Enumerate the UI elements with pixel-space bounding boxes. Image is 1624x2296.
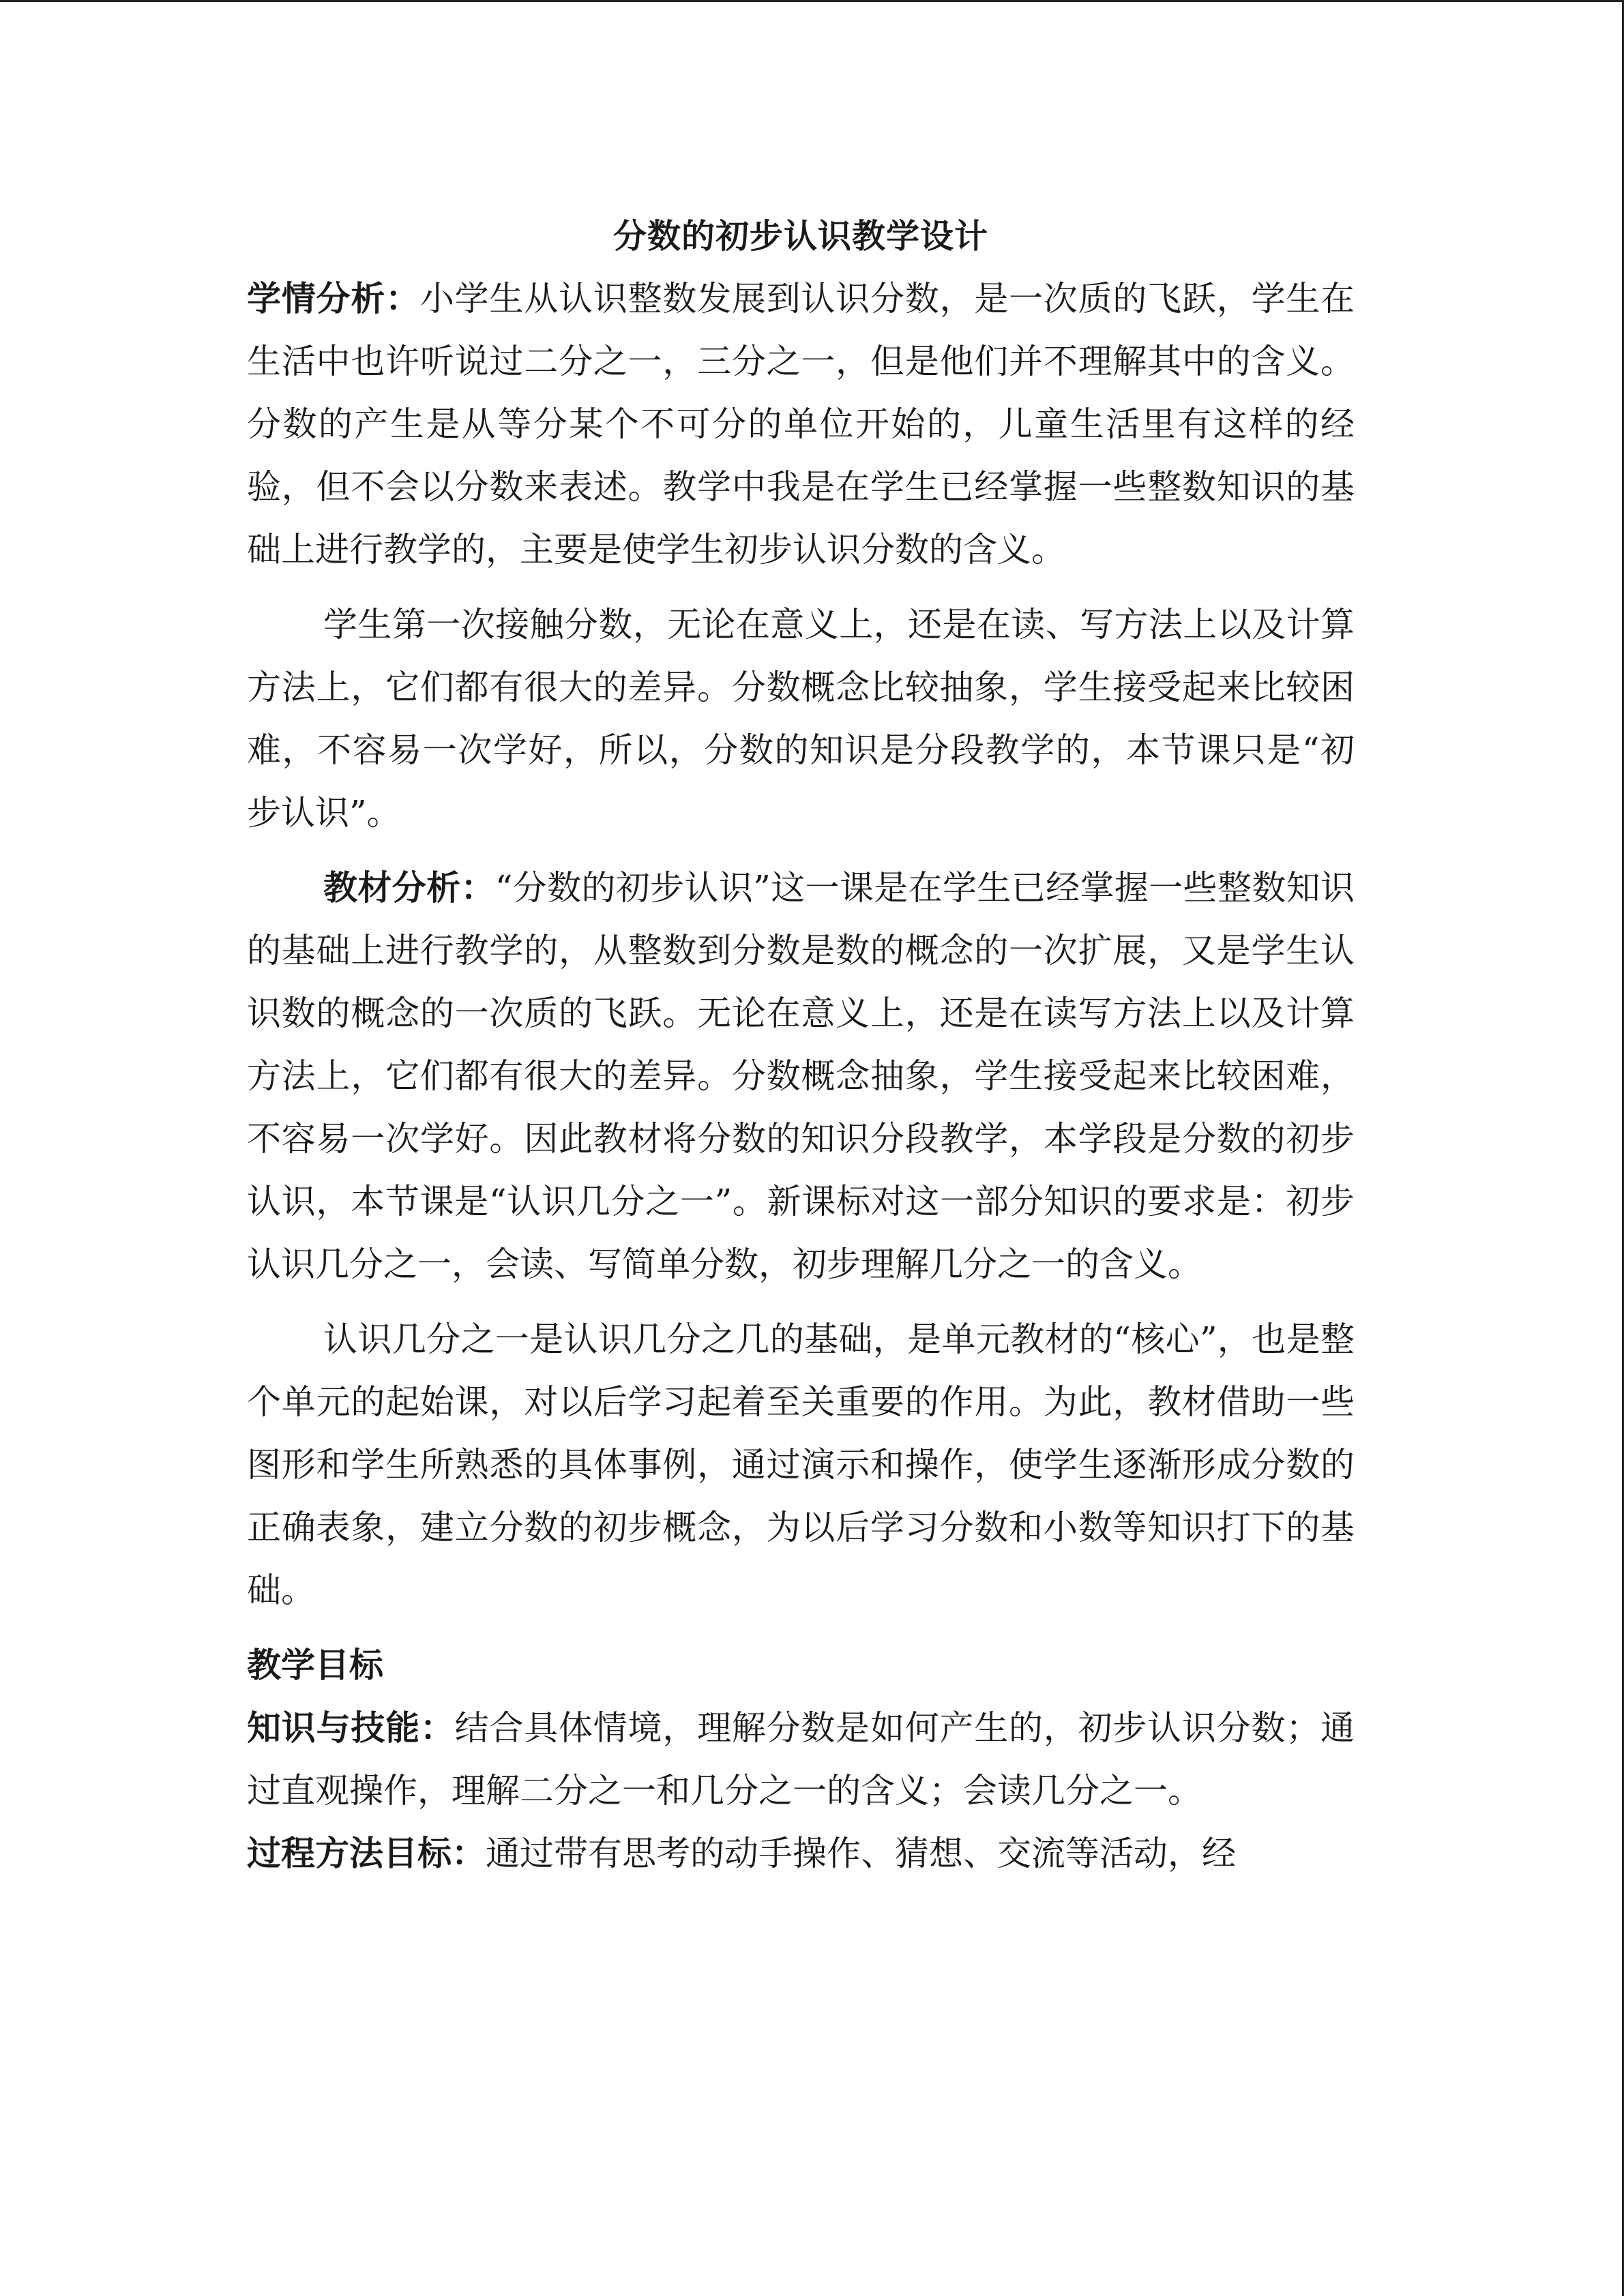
knowledge-paragraph [247,1697,1355,1822]
process-paragraph [247,1822,1355,1885]
knowledge-text: 结合具体情境，理解分数是如何产生的，初步认识分数；通过直观操作，理解二分之一和几分之一的含义；会读几分之一。 [247,1708,1355,1810]
document-title: 分数的初步认识教学设计 [612,216,988,256]
jiaocai-lead: 教材分析： [323,867,495,908]
xueqing-text: 小学生从认识整数发展到认识分数，是一次质的飞跃，学生在生活中也许听说过二分之一，三分之一，但是他们并不理解其中的含义。分数的产生是从等分某个不可分的单位开始的，儿童生活里有这样的经验，但不会以分数来表述。教学中我是在学生已经掌握一些整数知识的基础上进行教学的，主要是使学生初步认识分数的含义。 [247,279,1355,569]
knowledge-lead: 知识与技能： [247,1708,455,1748]
document-body [247,205,1355,1885]
jiaocai-paragraph [247,856,1355,1296]
process-lead: 过程方法目标： [247,1833,486,1873]
jiaocai-text: “分数的初步认识”这一课是在学生已经掌握一些整数知识的基础上进行教学的，从整数到分数是数的概念的一次扩展，又是学生认识数的概念的一次质的飞跃。无论在意义上，还是在读写方法上以及计算方法上，它们都有很大的差异。分数概念抽象，学生接受起来比较困难，不容易一次学好。因此教材将分数的知识分段教学，本学段是分数的初步认识，本节课是“认识几分之一”。新课标对这一部分知识的要求是：初步认识几分之一，会读、写简单分数，初步理解几分之一的含义。 [247,868,1355,1284]
process-text: 通过带有思考的动手操作、猜想、交流等活动，经 [486,1834,1236,1873]
xueqing-paragraph [247,267,1355,581]
xueqing-lead: 学情分析： [247,278,420,318]
objectives-heading: 教学目标 [247,1645,383,1685]
paragraph-2: 学生第一次接触分数，无论在意义上，还是在读、写方法上以及计算方法上，它们都有很大的差异。分数概念比较抽象，学生接受起来比较困难，不容易一次学好，所以，分数的知识是分段教学的，本节课只是“初步认识”。 [247,605,1355,833]
paragraph-4: 认识几分之一是认识几分之几的基础，是单元教材的“核心”，也是整个单元的起始课，对以后学习起着至关重要的作用。为此，教材借助一些图形和学生所熟悉的具体事例，通过演示和操作，使学生逐渐形成分数的正确表象，建立分数的初步概念，为以后学习分数和小数等知识打下的基础。 [247,1320,1355,1610]
